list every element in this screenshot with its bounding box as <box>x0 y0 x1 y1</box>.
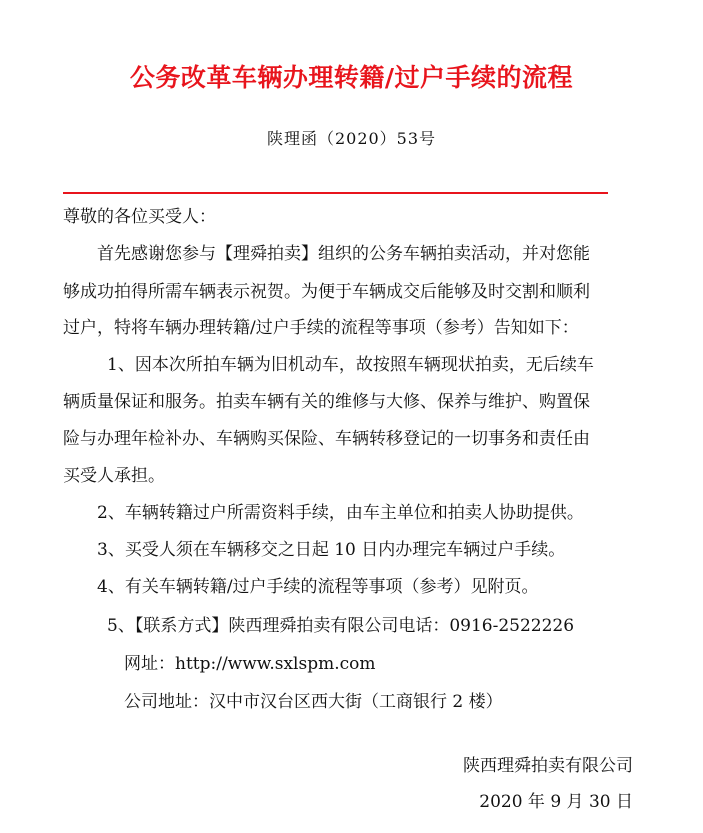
item-1-line: 险与办理年检补办、车辆购买保险、车辆转移登记的一切事务和责任由 <box>63 429 590 449</box>
item-4: 4、有关车辆转籍/过户手续的流程等事项（参考）见附页。 <box>97 577 539 597</box>
signature-company: 陕西理舜拍卖有限公司 <box>463 756 633 776</box>
signature-date: 2020 年 9 月 30 日 <box>479 792 633 812</box>
intro-line: 首先感谢您参与【理舜拍卖】组织的公务车辆拍卖活动，并对您能 <box>97 244 590 264</box>
item-2: 2、车辆转籍过户所需资料手续，由车主单位和拍卖人协助提供。 <box>97 503 584 523</box>
intro-line: 过户，特将车辆办理转籍/过户手续的流程等事项（参考）告知如下： <box>63 318 579 338</box>
salutation: 尊敬的各位买受人： <box>63 207 216 227</box>
item-3: 3、买受人须在车辆移交之日起 10 日内办理完车辆过户手续。 <box>97 540 566 560</box>
document-number: 陕理函（2020）53号 <box>266 129 437 148</box>
item-1-line: 买受人承担。 <box>63 466 165 486</box>
contact-website[interactable]: 网址：http://www.sxlspm.com <box>124 654 376 674</box>
intro-line: 够成功拍得所需车辆表示祝贺。为便于车辆成交后能够及时交割和顺利 <box>63 282 590 302</box>
contact-phone: 5、【联系方式】陕西理舜拍卖有限公司电话：0916-2522226 <box>107 616 575 636</box>
contact-address: 公司地址：汉中市汉台区西大街（工商银行 2 楼） <box>124 692 503 712</box>
page-title: 公务改革车辆办理转籍/过户手续的流程 <box>129 63 574 92</box>
red-divider-rule <box>63 192 608 194</box>
item-1-line: 1、因本次所拍车辆为旧机动车，故按照车辆现状拍卖，无后续车 <box>107 355 594 375</box>
item-1-line: 辆质量保证和服务。拍卖车辆有关的维修与大修、保养与维护、购置保 <box>63 392 590 412</box>
